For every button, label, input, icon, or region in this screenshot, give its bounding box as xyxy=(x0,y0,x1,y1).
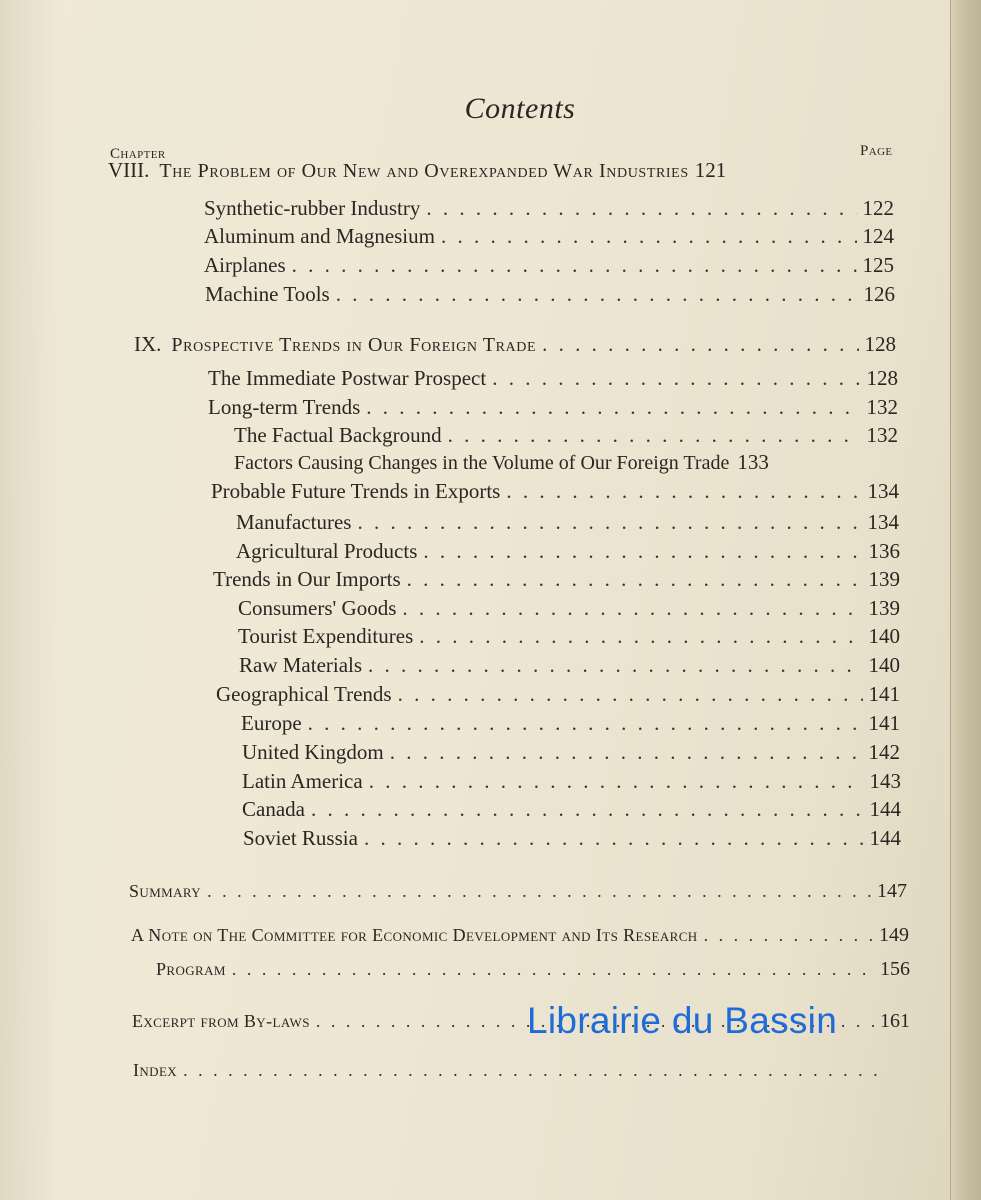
dot-leader xyxy=(292,253,857,278)
entry-label: Consumers' Goods xyxy=(238,596,397,620)
toc-entry xyxy=(236,510,899,535)
chapter-9-page: 128 xyxy=(864,332,896,356)
entry-label: Tourist Expenditures xyxy=(238,624,414,648)
toc-title: Contents xyxy=(464,92,576,125)
entry-page: 142 xyxy=(868,740,900,764)
entry-page: 134 xyxy=(867,510,899,534)
entry-label: Airplanes xyxy=(204,253,286,277)
entry-page: 139 xyxy=(868,567,900,591)
entry-page: 140 xyxy=(868,653,900,677)
entry-label: Factors Causing Changes in the Volume of Our Foreign Trade xyxy=(234,452,730,474)
dot-leader xyxy=(448,423,861,448)
entry-page: 143 xyxy=(869,769,901,793)
entry-label: Long-term Trends xyxy=(208,395,361,419)
toc-entry xyxy=(243,826,901,851)
toc-entry xyxy=(241,711,900,736)
dot-leader xyxy=(364,826,864,851)
dot-leader xyxy=(423,539,862,564)
entry-label: Manufactures xyxy=(236,510,352,534)
entry-page: 132 xyxy=(866,395,898,419)
toc-entry xyxy=(208,366,898,391)
toc-entry xyxy=(216,682,900,707)
entry-label: Raw Materials xyxy=(239,653,363,677)
toc-entry xyxy=(204,196,894,221)
toc-entry xyxy=(238,596,900,621)
chapter-8-title: The Problem of Our New and Overexpanded War Industries xyxy=(159,160,689,182)
entry-page: 126 xyxy=(863,282,895,306)
toc-entry xyxy=(242,740,900,765)
entry-page: 141 xyxy=(868,711,900,735)
entry-page: 149 xyxy=(879,924,909,946)
dot-leader xyxy=(357,510,861,535)
dot-leader xyxy=(402,596,862,621)
toc-entry xyxy=(234,423,898,448)
entry-page: 136 xyxy=(868,539,900,563)
dot-leader xyxy=(308,711,863,736)
entry-label: Aluminum and Magnesium xyxy=(204,224,435,248)
chapter-9-title: Prospective Trends in Our Foreign Trade xyxy=(171,334,537,356)
entry-page: 132 xyxy=(866,423,898,447)
dot-leader xyxy=(407,567,863,592)
toc-entry xyxy=(239,653,900,678)
toc-entry xyxy=(242,797,901,822)
dot-leader xyxy=(232,959,874,980)
entry-label: Trends in Our Imports xyxy=(213,567,401,591)
dot-leader xyxy=(426,196,856,221)
entry-label: Agricultural Products xyxy=(236,539,418,563)
chapter-8-numeral: VIII. xyxy=(108,158,150,182)
chapter-8-page: 121 xyxy=(694,158,727,182)
toc-entry-summary xyxy=(129,880,907,903)
toc-entry-index xyxy=(133,1060,893,1081)
dot-leader xyxy=(311,797,864,822)
chapter-column-header: Chapter xyxy=(110,146,166,162)
entry-page: 125 xyxy=(862,253,894,277)
entry-page: 144 xyxy=(869,797,901,821)
chapter-9-numeral: IX. xyxy=(134,332,162,356)
dot-leader xyxy=(542,332,858,357)
dot-leader xyxy=(704,925,873,946)
dot-leader xyxy=(390,740,863,765)
entry-page: 133 xyxy=(737,450,769,474)
entry-label: Excerpt from By-laws xyxy=(132,1011,310,1031)
dot-leader xyxy=(368,653,862,678)
entry-label: Probable Future Trends in Exports xyxy=(211,479,501,503)
toc-entry xyxy=(236,539,900,564)
dot-leader xyxy=(183,1060,887,1081)
dot-leader xyxy=(441,224,857,249)
toc-entry xyxy=(238,624,900,649)
dot-leader xyxy=(506,479,861,504)
entry-label: The Factual Background xyxy=(234,423,442,447)
toc-entry xyxy=(204,224,894,249)
dot-leader xyxy=(336,282,858,307)
entry-label: Summary xyxy=(129,881,202,901)
entry-label: United Kingdom xyxy=(242,740,384,764)
entry-page: 144 xyxy=(869,826,901,850)
entry-page: 161 xyxy=(880,1010,910,1032)
dot-leader xyxy=(398,682,863,707)
watermark: Librairie du Bassin xyxy=(527,1000,838,1041)
toc-entry xyxy=(204,253,894,278)
entry-page: 122 xyxy=(862,196,894,220)
dot-leader xyxy=(419,624,862,649)
entry-label: Geographical Trends xyxy=(216,682,392,706)
entry-label: Index xyxy=(133,1060,178,1080)
entry-label: The Immediate Postwar Prospect xyxy=(208,366,487,390)
entry-page: 140 xyxy=(868,624,900,648)
page-edge xyxy=(950,0,981,1200)
entry-label: Machine Tools xyxy=(205,282,330,306)
entry-page: 141 xyxy=(868,682,900,706)
toc-entry xyxy=(242,769,901,794)
entry-page: 139 xyxy=(868,596,900,620)
toc-entry xyxy=(205,282,895,307)
entry-page: 147 xyxy=(877,880,907,902)
entry-page: 156 xyxy=(880,958,910,980)
entry-label: Latin America xyxy=(242,769,363,793)
entry-label: Program xyxy=(156,959,226,979)
chapter-8-entry xyxy=(108,158,894,183)
entry-label: Canada xyxy=(242,797,305,821)
toc-entry-committee-note xyxy=(131,924,909,947)
entry-page: 134 xyxy=(867,479,899,503)
gutter-shadow xyxy=(0,0,60,1200)
toc-entry xyxy=(234,450,898,475)
entry-label: A Note on The Committee for Economic Development and Its Research xyxy=(131,925,698,945)
dot-leader xyxy=(492,366,860,391)
entry-page: 128 xyxy=(866,366,898,390)
dot-leader xyxy=(207,881,871,902)
toc-entry xyxy=(213,567,900,592)
page-column-header: Page xyxy=(860,143,893,159)
dot-leader xyxy=(366,395,860,420)
chapter-9-entry xyxy=(134,332,896,357)
toc-entry-program xyxy=(156,958,910,981)
entry-label: Europe xyxy=(241,711,302,735)
dot-leader xyxy=(369,769,864,794)
toc-entry xyxy=(211,479,899,504)
toc-entry xyxy=(208,395,898,420)
entry-label: Synthetic-rubber Industry xyxy=(204,196,421,220)
entry-label: Soviet Russia xyxy=(243,826,358,850)
entry-page: 124 xyxy=(862,224,894,248)
